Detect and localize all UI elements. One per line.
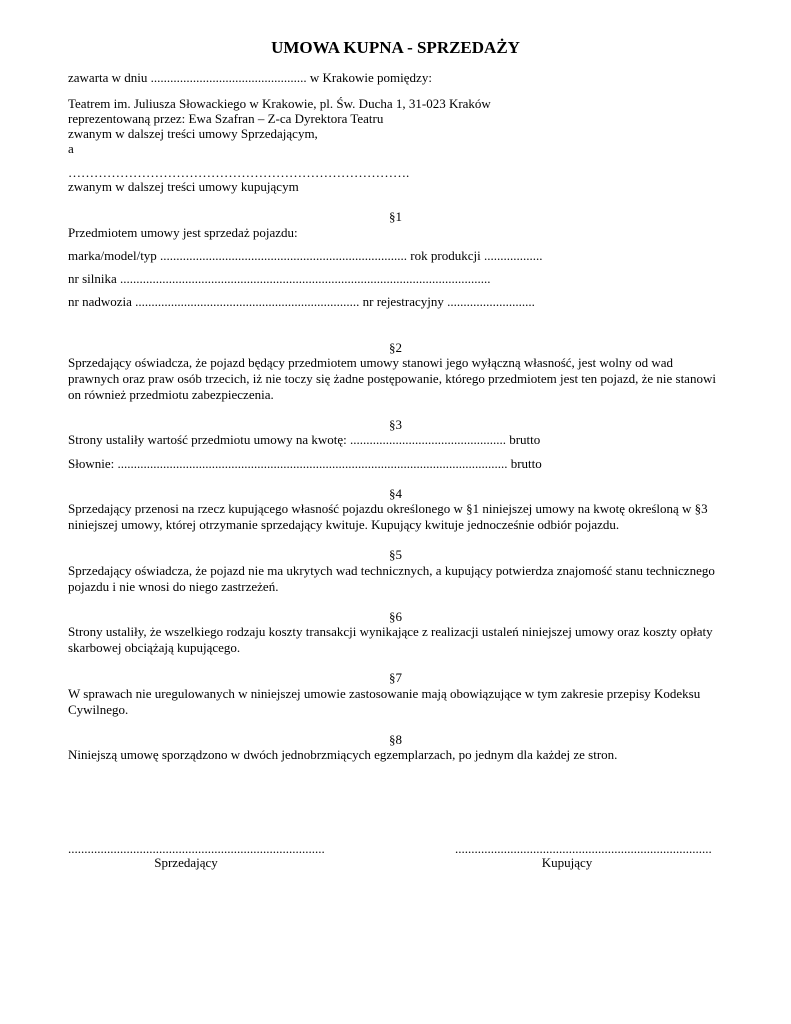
amount-field: Strony ustaliły wartość przedmiotu umowy na kwotę: ................................................ brutto [68,432,541,447]
seller-signature-label: Sprzedający [154,855,218,870]
seller-representative: reprezentowaną przez: Ewa Szafran – Z-ca Dyrektora Teatru [68,111,384,126]
section-5-heading: §5 [389,547,402,562]
section-1-text: Przedmiotem umowy jest sprzedaż pojazdu: [68,225,298,240]
document-title: UMOWA KUPNA - SPRZEDAŻY [271,38,520,57]
seller-name: Teatrem im. Juliusza Słowackiego w Krakowie, pl. Św. Ducha 1, 31-023 Kraków [68,96,491,111]
section-7-text: W sprawach nie uregulowanych w niniejszej umowie zastosowanie mają obowiązujące w tym zakresie przepisy Kodeksu Cywilnego. [68,686,701,717]
section-3-heading: §3 [389,417,402,432]
vehicle-make-field: marka/model/typ ............................................................................ rok produkcji .................. [68,248,543,263]
section-6-heading: §6 [389,609,402,624]
buyer-signature-line: ............................................................................... [455,841,712,856]
amount-in-words-field: Słownie: ........................................................................................................................ brutto [68,456,542,471]
seller-signature-line: ............................................................................... [68,841,325,856]
section-7-heading: §7 [389,670,402,685]
section-8-heading: §8 [389,732,402,747]
section-4-text: Sprzedający przenosi na rzecz kupującego własność pojazdu określonego w §1 niniejszej umowy na kwotę określoną w §3 niniejszej umowy, której otrzymanie sprzedający kwituje. Kupujący kwituje jednocześnie odbiór pojazdu. [68,501,708,532]
section-1-heading: §1 [389,209,402,224]
buyer-signature-label: Kupujący [541,855,593,870]
section-2-heading: §2 [389,340,402,355]
engine-number-field: nr silnika .................................................................................................................. [68,271,491,286]
section-5-text: Sprzedający oświadcza, że pojazd nie ma ukrytych wad technicznych, a kupujący potwierdza znajomość stanu technicznego pojazdu i nie wnosi do niego zastrzeżeń. [68,563,715,594]
buyer-designation: zwanym w dalszej treści umowy kupującym [68,179,299,194]
seller-designation: zwanym w dalszej treści umowy Sprzedającym, [68,126,318,141]
buyer-blank-line: ……………………………………………………………………. [68,165,410,180]
chassis-number-field: nr nadwozia ..................................................................... nr rejestracyjny ........................... [68,294,535,309]
section-4-heading: §4 [389,486,402,501]
section-8-text: Niniejszą umowę sporządzono w dwóch jednobrzmiących egzemplarzach, po jednym dla każdej ze stron. [68,747,618,762]
contract-date-line: zawarta w dniu ................................................ w Krakowie pomiędzy: [68,70,432,85]
section-6-text: Strony ustaliły, że wszelkiego rodzaju koszty transakcji wynikające z realizacji ustaleń niniejszej umowy oraz koszty opłaty skarbowej obciążają kupującego. [68,624,713,655]
and-conjunction: a [68,141,74,156]
section-2-text: Sprzedający oświadcza, że pojazd będący przedmiotem umowy stanowi jego wyłączną własność, jest wolny od wad prawnych oraz praw osób trzecich, iż nie toczy się żadne postępowanie, którego przedmiotem jest ten pojazd, że nie stanowi on również przedmiotu zabezpieczenia. [68,355,716,402]
